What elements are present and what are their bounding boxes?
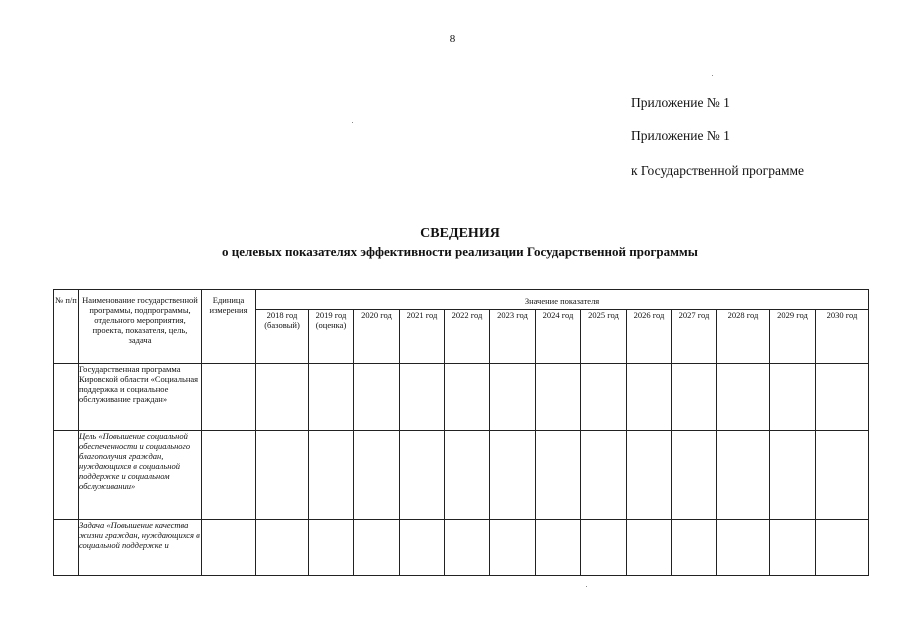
cell-value	[445, 431, 490, 520]
header-year: 2021 год	[400, 310, 445, 364]
header-value-group: Значение показателя	[256, 290, 869, 310]
cell-value	[490, 520, 536, 576]
header-year: 2022 год	[445, 310, 490, 364]
cell-value	[816, 364, 869, 431]
cell-unit	[202, 431, 256, 520]
header-year: 2027 год	[672, 310, 717, 364]
cell-value	[354, 520, 400, 576]
cell-value	[445, 520, 490, 576]
cell-value	[770, 431, 816, 520]
header-number: № п/п	[54, 290, 79, 364]
header-year: 2018 год (базовый)	[256, 310, 309, 364]
cell-value	[672, 431, 717, 520]
page-number: 8	[449, 33, 456, 45]
scan-speck	[586, 586, 587, 587]
cell-value	[816, 520, 869, 576]
cell-value	[627, 431, 672, 520]
cell-value	[816, 431, 869, 520]
cell-value	[717, 431, 770, 520]
cell-value	[672, 520, 717, 576]
cell-value	[536, 520, 581, 576]
header-year: 2019 год (оценка)	[309, 310, 354, 364]
cell-value	[770, 364, 816, 431]
header-year: 2020 год	[354, 310, 400, 364]
header-year: 2030 год	[816, 310, 869, 364]
appendix-line-2: Приложение № 1	[631, 128, 730, 143]
cell-value	[581, 431, 627, 520]
appendix-line-3: к Государственной программе	[631, 163, 805, 178]
header-year: 2026 год	[627, 310, 672, 364]
document-subtitle: о целевых показателях эффективности реализации Государственной программы	[222, 244, 698, 259]
indicators-table	[53, 289, 869, 576]
header-year: 2025 год	[581, 310, 627, 364]
cell-value	[627, 364, 672, 431]
scan-speck	[352, 122, 353, 123]
header-year: 2023 год	[490, 310, 536, 364]
cell-value	[400, 431, 445, 520]
cell-name: Задача «Повышение качества жизни граждан, нуждающихся в социальной поддержке и	[79, 520, 202, 576]
cell-value	[400, 364, 445, 431]
cell-unit	[202, 520, 256, 576]
cell-value	[536, 364, 581, 431]
cell-value	[490, 364, 536, 431]
header-year: 2029 год	[770, 310, 816, 364]
cell-value	[256, 364, 309, 431]
cell-value	[354, 364, 400, 431]
cell-value	[354, 431, 400, 520]
document-title: СВЕДЕНИЯ	[420, 226, 500, 241]
cell-value	[717, 520, 770, 576]
cell-value	[536, 431, 581, 520]
header-name: Наименование государственной программы, подпрограммы, отдельного мероприятия, проекта, показателя, цель, задача	[79, 290, 202, 364]
table-row	[54, 364, 869, 431]
cell-value	[256, 431, 309, 520]
header-year: 2024 год	[536, 310, 581, 364]
cell-value	[309, 431, 354, 520]
cell-number	[54, 364, 79, 431]
cell-value	[400, 520, 445, 576]
cell-name: Государственная программа Кировской области «Социальная поддержка и социальное обслуживание граждан»	[79, 364, 202, 431]
table-row	[54, 431, 869, 520]
header-year: 2028 год	[717, 310, 770, 364]
cell-value	[770, 520, 816, 576]
cell-number	[54, 431, 79, 520]
appendix-line-1: Приложение № 1	[631, 95, 730, 110]
scan-speck	[712, 75, 713, 76]
cell-number	[54, 520, 79, 576]
cell-unit	[202, 364, 256, 431]
cell-name: Цель «Повышение социальной обеспеченности и социального благополучия граждан, нуждающихся в социальной поддержке и социальном обслуживании»	[79, 431, 202, 520]
cell-value	[627, 520, 672, 576]
cell-value	[445, 364, 490, 431]
cell-value	[717, 364, 770, 431]
cell-value	[256, 520, 309, 576]
cell-value	[309, 364, 354, 431]
table-row	[54, 520, 869, 576]
cell-value	[672, 364, 717, 431]
cell-value	[581, 364, 627, 431]
header-unit: Единица измерения	[202, 290, 256, 364]
cell-value	[309, 520, 354, 576]
cell-value	[490, 431, 536, 520]
cell-value	[581, 520, 627, 576]
